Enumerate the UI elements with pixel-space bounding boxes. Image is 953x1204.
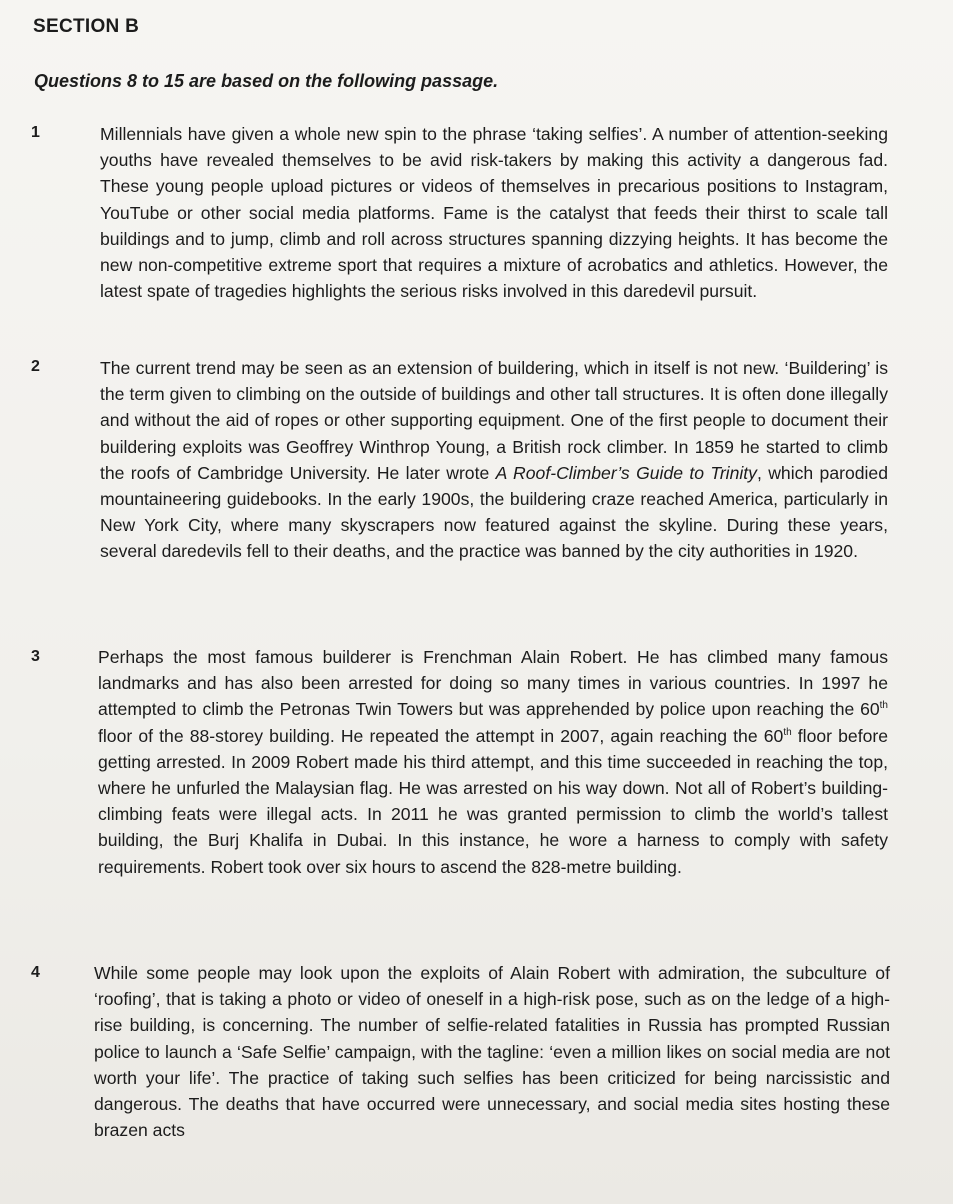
paragraph-1: [100, 121, 888, 304]
paragraph-number-1: 1: [31, 124, 40, 141]
paragraph-2: [100, 355, 888, 565]
paragraph-3: [98, 644, 888, 880]
section-title: SECTION B: [33, 16, 140, 37]
paragraph-number-2: 2: [31, 358, 40, 375]
paragraph-number-3: 3: [31, 648, 40, 665]
ordinal-suffix: th: [783, 726, 792, 738]
book-title: A Roof-Climber’s Guide to Trinity: [495, 462, 757, 483]
paragraph-2-text-b: , which parodied mountaineering guidebooks. In the early 1900s, the buildering craze reached America, particularly in New York City, where many skyscrapers now featured against the skyline. During these years, several daredevils fell to their deaths, and the practice was banned by the city authorities in 1920.: [100, 462, 889, 562]
paragraph-number-4: 4: [31, 964, 40, 981]
paragraph-2-text-a: The current trend may be seen as an extension of buildering, which in itself is not new. ‘Buildering’ is the term given to climbing on the outside of buildings and other tall structures. It is often done illegally and without the aid of ropes or other supporting equipment. One of the first people to document their buildering exploits was Geoffrey Winthrop Young, a British rock climber. In 1859 he started to climb the roofs of Cambridge University. He later wrote: [100, 358, 888, 483]
paragraph-4-text: While some people may look upon the exploits of Alain Robert with admiration, the subculture of ‘roofing’, that is taking a photo or video of oneself in a high-risk pose, such as on the ledge of a high-rise building, is concerning. The number of selfie-related fatalities in Russia has prompted Russian police to launch a ‘Safe Selfie’ campaign, with the tagline: ‘even a million likes on social media are not worth your life’. The practice of taking such selfies has been criticized for being narcissistic and dangerous. The deaths that have occurred were unnecessary, and social media sites hosting these brazen acts: [94, 963, 890, 1141]
paragraph-3-text-a: Perhaps the most famous builderer is Frenchman Alain Robert. He has climbed many famous landmarks and has also been arrested for doing so many times in various countries. In 1997 he attempted to climb the Petronas Twin Towers but was apprehended by police upon reaching the 60: [98, 647, 888, 720]
paragraph-3-text-b: floor of the 88-storey building. He repeated the attempt in 2007, again reaching the 60: [98, 725, 784, 746]
passage-instructions: Questions 8 to 15 are based on the following passage.: [34, 71, 499, 91]
paragraph-4: [94, 960, 890, 1143]
ordinal-suffix: th: [879, 700, 888, 712]
paragraph-1-text: Millennials have given a whole new spin to the phrase ‘taking selfies’. A number of attention-seeking youths have revealed themselves to be avid risk-takers by making this activity a dangerous fad. These young people upload pictures or videos of themselves in precarious positions to Instagram, YouTube or other social media platforms. Fame is the catalyst that feeds their thirst to scale tall buildings and to jump, climb and roll across structures spanning dizzying heights. It has become the new non-competitive extreme sport that requires a mixture of acrobatics and athletics. However, the latest spate of tragedies highlights the serious risks involved in this daredevil pursuit.: [100, 124, 888, 302]
paragraph-3-text-c: floor before getting arrested. In 2009 Robert made his third attempt, and this time succeeded in reaching the top, where he unfurled the Malaysian flag. He was arrested on his way down. Not all of Robert’s building-climbing feats were illegal acts. In 2011 he was granted permission to climb the world’s tallest building, the Burj Khalifa in Dubai. In this instance, he wore a harness to comply with safety requirements. Robert took over six hours to ascend the 828-metre building.: [98, 725, 889, 877]
